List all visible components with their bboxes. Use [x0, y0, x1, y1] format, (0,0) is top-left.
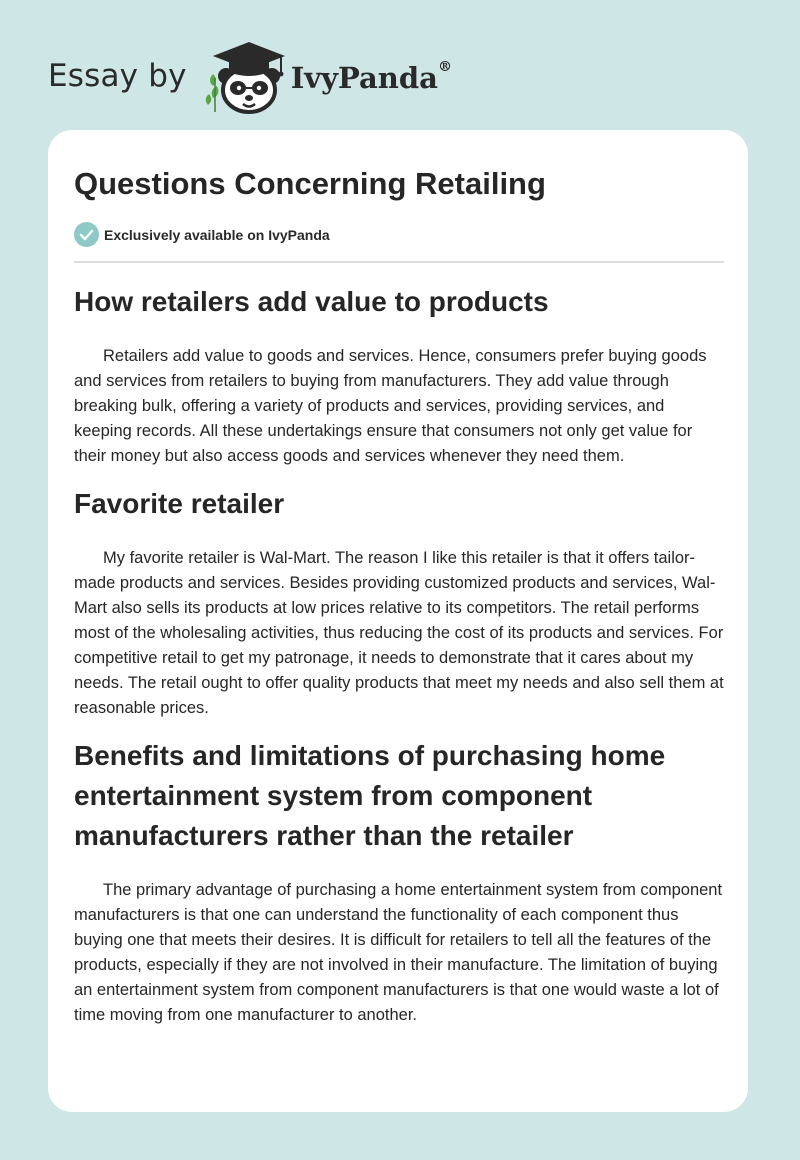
exclusive-badge	[74, 222, 330, 247]
panda-graduate-logo-icon[interactable]	[199, 34, 297, 114]
section-heading: Benefits and limitations of purchasing home entertainment system from component manufacturers rather than the retailer	[74, 740, 666, 851]
title-divider	[74, 261, 724, 263]
exclusive-badge-text: Exclusively available on IvyPanda	[104, 226, 330, 243]
essay-card	[48, 130, 748, 1112]
registered-mark: ®	[437, 59, 452, 76]
section-retailers-add-value	[74, 282, 724, 469]
section-paragraph: Retailers add value to goods and services. Hence, consumers prefer buying goods and services from retailers to buying from manufacturers. They add value through breaking bulk, offering a variety of products and services, providing services, and keeping records. All these undertakings ensure that consumers not only get value for their money but also access goods and services whenever they need them.	[74, 347, 707, 465]
page-title: Questions Concerning Retailing	[74, 166, 546, 201]
section-paragraph: The primary advantage of purchasing a home entertainment system from component manufacturers is that one can understand the functionality of each component thus buying one that meets their desires. It is difficult for retailers to tell all the features of the products, especially if they are not involved in their manufacture. The limitation of buying an entertainment system from component manufacturers is that one would waste a lot of time moving from one manufacturer to another.	[74, 881, 723, 1024]
section-heading: Favorite retailer	[74, 488, 285, 519]
section-favorite-retailer	[74, 484, 724, 721]
section-paragraph: My favorite retailer is Wal-Mart. The reason I like this retailer is that it offers tailor-made products and services. Besides providing customized products and services, Wal-Mart also sells its products at low prices relative to its competitors. The retail performs most of the wholesaling activities, thus reducing the cost of its products and services. For competitive retail to get my patronage, it needs to demonstrate that it cares about my needs. The retail ought to offer quality products that meet my needs and also sell them at reasonable prices.	[74, 549, 724, 717]
essay-by-label: Essay by	[48, 58, 187, 94]
section-heading: How retailers add value to products	[74, 286, 549, 317]
check-circle-icon	[74, 222, 99, 247]
section-benefits-limitations	[74, 736, 724, 1028]
site-header	[48, 34, 452, 114]
brand-name: IvyPanda®	[290, 59, 452, 95]
